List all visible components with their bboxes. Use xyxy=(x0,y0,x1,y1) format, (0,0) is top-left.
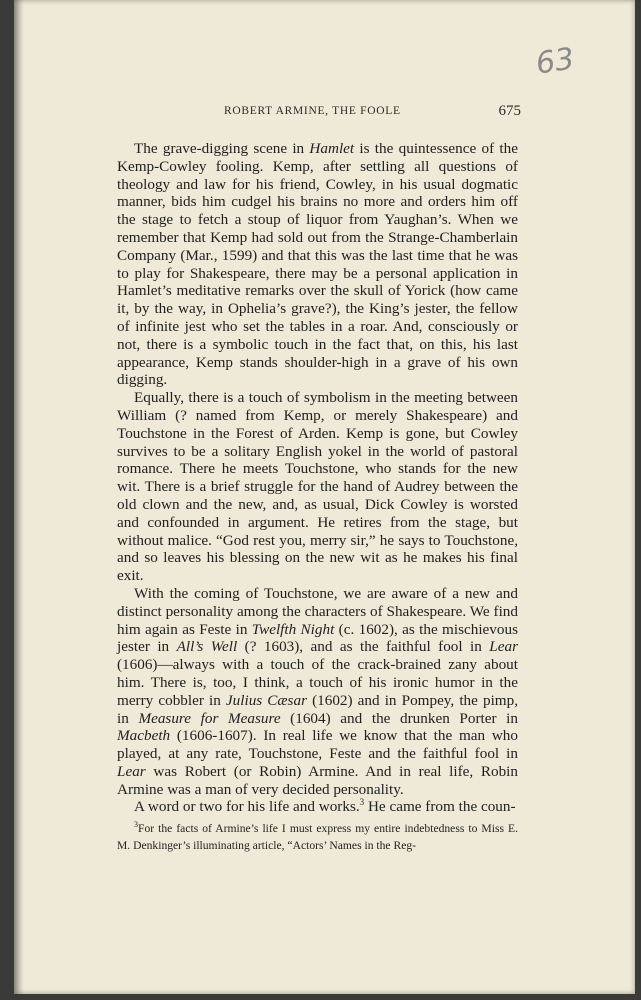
work-title: Twelfth Night xyxy=(251,620,335,638)
work-title: Julius Cæsar xyxy=(225,691,307,709)
page-header xyxy=(104,103,521,123)
footnote xyxy=(117,821,518,855)
work-title: Lear xyxy=(489,638,518,656)
paragraph-2: Equally, there is a touch of symbolism in the meeting between William (? named from Kemp, or merely Shakespeare) and Touchstone in the Forest of Arden. Kemp is gone, but Cowley survives to be a solitary English yokel in the world of pastoral romance. There he meets Touchstone, who stands for the new wit. There is a brief struggle for the hand of Audrey between the old clown and the new, and, as usual, Dick Cowley is worsted and confounded in argument. He retires from the stage, but without malice. “God rest you, merry sir,” he says to Touchstone, and so leaves his blessing on the new wit as he makes his final exit. xyxy=(117,389,518,585)
paragraph-1: The grave-digging scene in Hamlet is the quintessence of the Kemp-Cowley fooling. Kemp, after settling all questions of theology and law for his friend, Cowley, in his usual dogmatic manner, bids him cudgel his brains no more and orders him off the stage to fetch a stoup of liquor from Yaughan’s. When we remember that Kemp had sold out from the Strange-Chamberlain Company (Mar., 1599) and that this was the last time that he was to play for Shakespeare, there may be a personal application in Hamlet’s meditative remarks over the skull of Yorick (how came it, by the way, in Ophelia’s grave?), the King’s jester, the fellow of infinite jest who set the tables in a roar. And, consciously or not, there is a symbolic touch in the fact that, on this, his last appearance, Kemp stands shoulder-high in a grave of his own digging. xyxy=(117,140,518,389)
work-title: Lear xyxy=(117,762,146,780)
work-title: Macbeth xyxy=(117,727,171,745)
footnote-text: For the facts of Armine’s life I must express my entire indebtedness to Miss E. M. Denkinger’s illuminating article, “Actors’ Names in the Reg- xyxy=(117,822,518,852)
book-page xyxy=(14,0,635,994)
paragraph-4: A word or two for his life and works.$^3$ He came from the coun- xyxy=(134,797,516,816)
work-title: Hamlet xyxy=(309,140,355,157)
running-head: ROBERT ARMINE, THE FOOLE xyxy=(224,105,401,117)
page-number: 675 xyxy=(498,103,521,119)
footnote-reference: 3 xyxy=(359,797,365,808)
footnote-mark: 3 xyxy=(134,820,138,830)
handwritten-folio-number: 63 xyxy=(533,41,577,82)
body-text xyxy=(117,140,518,816)
paragraph-3: With the coming of Touchstone, we are aware of a new and distinct personality among the characters of Shakespeare. We find him again as Feste in Twelfth Night (c. 1602), as the mischievous jester in All’s Well (? 1603), and as the faithful fool in Lear (1606)—always with a touch of the crack-brained zany about him. There is, too, I think, a touch of his ironic humor in the merry cobbler in Julius Cæsar (1602) and in Pompey, the pimp, in Measure for Measure (1604) and the drunken Porter in Macbeth (1606-1607). In real life we know that the man who played, at any rate, Touchstone, Feste and the faithful fool in Lear was Robert (or Robin) Armine. And in real life, Robin Armine was a man of very decided personality. xyxy=(117,584,518,798)
work-title: All’s Well xyxy=(176,638,238,656)
spine-shadow xyxy=(14,0,24,994)
work-title: Measure for Measure xyxy=(138,709,281,727)
